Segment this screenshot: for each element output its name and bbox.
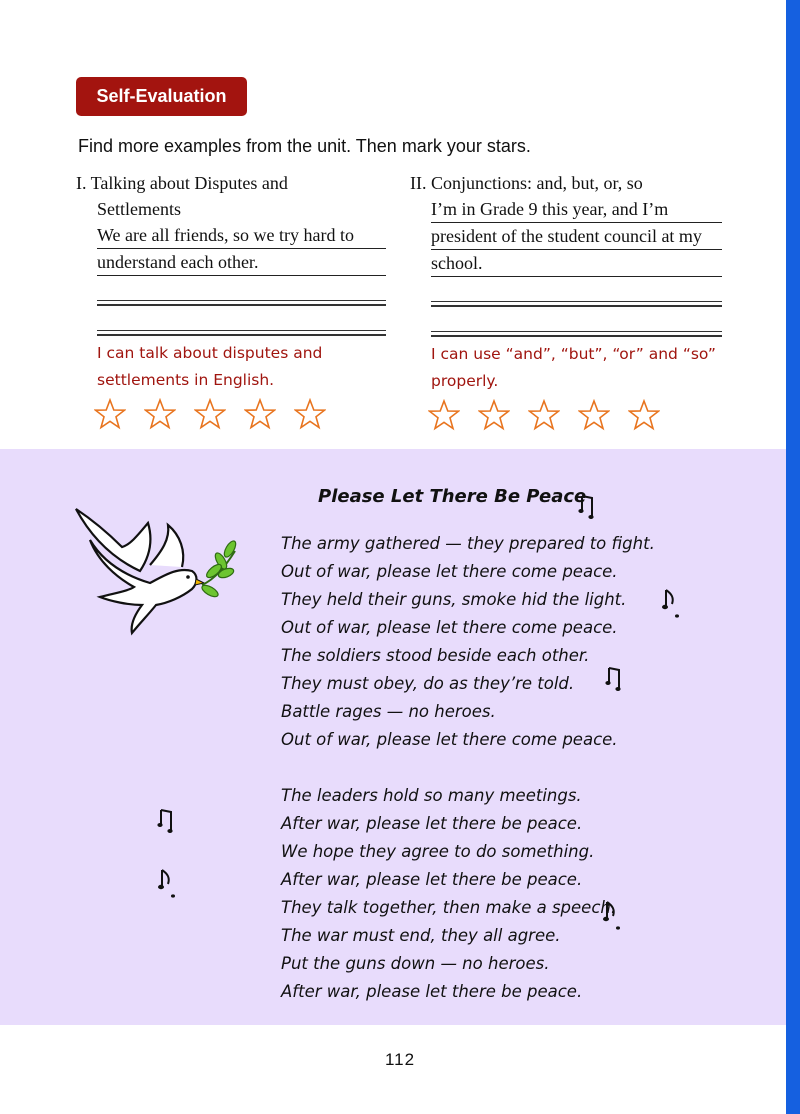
section1-heading-line1: I. Talking about Disputes and	[76, 173, 288, 193]
section1-blank-line-1[interactable]	[97, 276, 386, 306]
section2-heading: II. Conjunctions: and, but, or, so	[410, 173, 643, 193]
star-icon[interactable]	[578, 399, 610, 431]
star-icon[interactable]	[94, 398, 126, 430]
section-conjunctions	[410, 170, 722, 431]
beamed-notes-icon	[605, 664, 627, 696]
section2-blank-line-1[interactable]	[431, 277, 722, 307]
lyric-line: Battle rages — no heroes.	[281, 702, 496, 721]
lyric-line: The soldiers stood beside each other.	[281, 646, 590, 665]
section-disputes	[76, 170, 386, 430]
section1-star-rating	[94, 398, 386, 430]
section2-can-do-line2: properly.	[431, 372, 499, 390]
star-icon[interactable]	[144, 398, 176, 430]
lyric-line: Out of war, please let there come peace.	[281, 730, 618, 749]
lyric-line: The war must end, they all agree.	[281, 926, 561, 945]
star-icon[interactable]	[244, 398, 276, 430]
star-icon[interactable]	[528, 399, 560, 431]
lyric-line: After war, please let there be peace.	[281, 870, 583, 889]
section2-blank-line-2[interactable]	[431, 307, 722, 337]
lyric-line: They talk together, then make a speech.	[281, 898, 617, 917]
section2-can-do-line1: I can use “and”, “but”, “or” and “so”	[431, 345, 716, 363]
lyric-line: Put the guns down — no heroes.	[281, 954, 550, 973]
lyric-line: We hope they agree to do something.	[281, 842, 595, 861]
section2-example-line-3[interactable]: school.	[431, 250, 722, 277]
section2-star-rating	[428, 399, 722, 431]
lyric-line: After war, please let there be peace.	[281, 814, 583, 833]
lyric-line: Out of war, please let there come peace.	[281, 618, 618, 637]
star-icon[interactable]	[428, 399, 460, 431]
lyric-line: The army gathered — they prepared to fight.	[281, 534, 655, 553]
star-icon[interactable]	[294, 398, 326, 430]
dove-icon	[70, 505, 245, 645]
star-icon[interactable]	[194, 398, 226, 430]
instructions-text: Find more examples from the unit. Then mark your stars.	[78, 136, 531, 156]
lyric-line: Out of war, please let there come peace.	[281, 562, 618, 581]
section1-heading-line2: Settlements	[97, 199, 181, 219]
section1-can-do-statement	[97, 340, 386, 394]
lyric-line: After war, please let there be peace.	[281, 982, 583, 1001]
section1-example-line-1[interactable]: We are all friends, so we try hard to	[97, 222, 386, 249]
lyric-line: They must obey, do as they’re told.	[281, 674, 575, 693]
beamed-notes-icon	[578, 492, 600, 524]
eighth-note-icon	[660, 586, 682, 620]
page-number: 112	[384, 1050, 416, 1069]
section2-example-line-2[interactable]: president of the student council at my	[431, 223, 722, 250]
song-title: Please Let There Be Peace	[318, 486, 587, 507]
song-verse-2	[281, 782, 616, 1006]
beamed-notes-icon	[157, 806, 179, 838]
section1-can-do-line1: I can talk about disputes and	[97, 344, 323, 362]
section1-heading	[76, 170, 386, 222]
page-edge-bar	[786, 0, 800, 1114]
section1-example-line-2[interactable]: understand each other.	[97, 249, 386, 276]
section1-blank-line-2[interactable]	[97, 306, 386, 336]
section2-example-line-1[interactable]: I’m in Grade 9 this year, and I’m	[431, 196, 722, 223]
star-icon[interactable]	[628, 399, 660, 431]
eighth-note-icon	[601, 898, 623, 932]
lyric-line: They held their guns, smoke hid the light.	[281, 590, 627, 609]
section1-can-do-line2: settlements in English.	[97, 371, 275, 389]
star-icon[interactable]	[478, 399, 510, 431]
section2-can-do-statement	[431, 341, 722, 395]
eighth-note-icon	[156, 866, 178, 900]
self-evaluation-badge: Self-Evaluation	[76, 77, 247, 116]
lyric-line: The leaders hold so many meetings.	[281, 786, 582, 805]
song-verse-1	[281, 530, 655, 754]
